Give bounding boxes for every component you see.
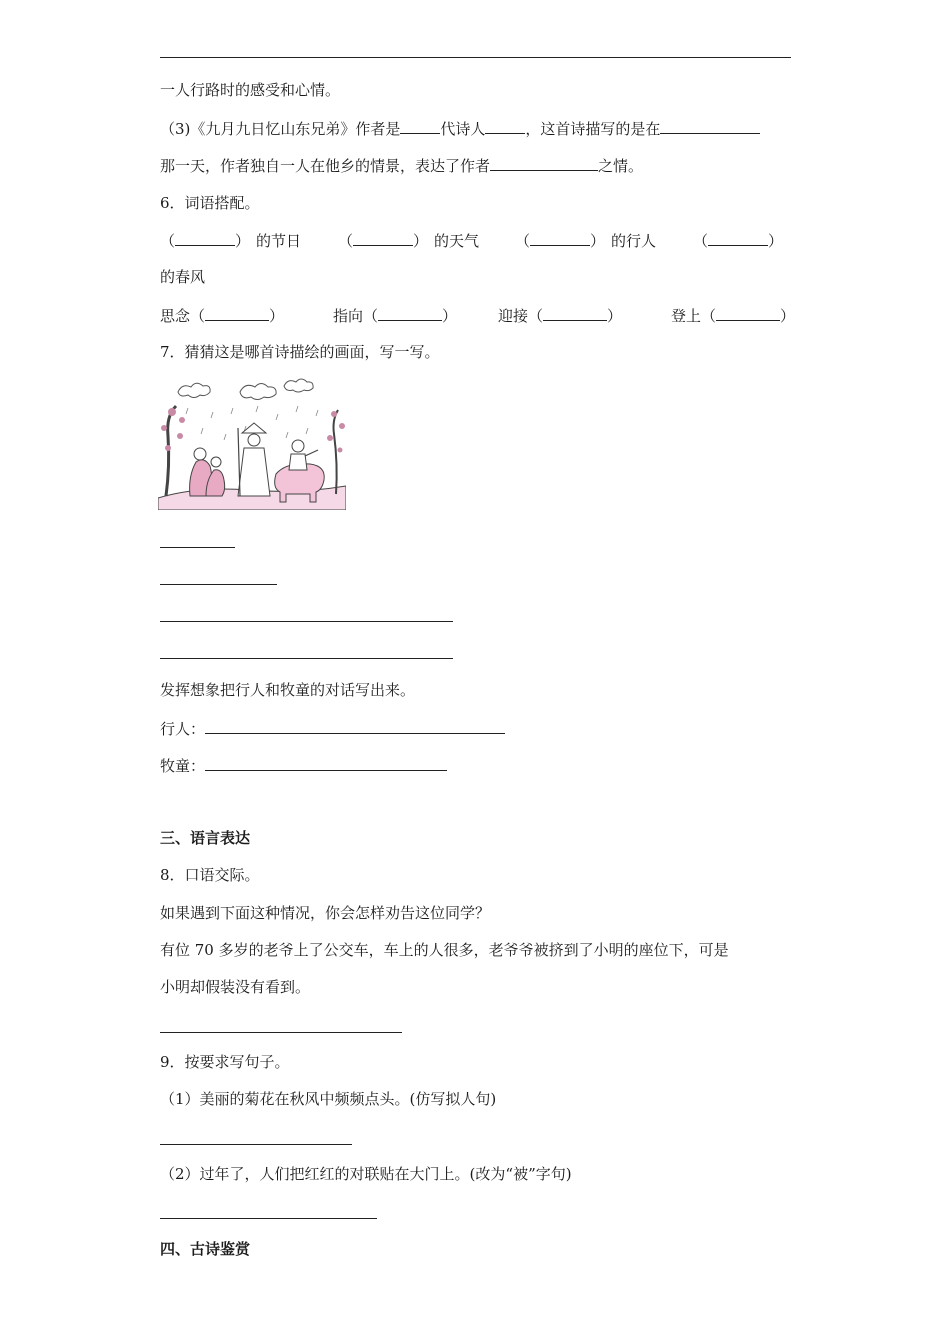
traveler-label: 行人： <box>160 720 206 738</box>
q6-blank[interactable] <box>175 230 235 246</box>
q8-prompt: 如果遇到下面这种情况，你会怎样劝告这位同学？ <box>160 904 491 922</box>
answer-line-author[interactable] <box>160 584 277 585</box>
q6-title: 6．词语搭配。 <box>160 194 260 212</box>
q6-row2-item4: 登上（ ） <box>671 307 796 325</box>
cowherd-line <box>160 755 447 776</box>
answer-line-verse-2[interactable] <box>160 658 453 659</box>
q5-part3 <box>160 118 760 139</box>
q9-item2: （2）过年了，人们把红红的对联贴在大门上。(改为“被”字句) <box>160 1165 572 1183</box>
traveler-answer[interactable] <box>205 718 505 734</box>
q5-part3-b: 代诗人 <box>440 120 486 138</box>
q6-row1-item2: （ ） 的天气 <box>338 232 480 250</box>
q9-item2-answer-line[interactable] <box>160 1218 377 1219</box>
q6-row1-item1: （ ） 的节日 <box>160 232 302 250</box>
header-rule <box>160 57 791 58</box>
answer-line-verse-1[interactable] <box>160 621 453 622</box>
q6-row1-item3: （ ） 的行人 <box>515 232 657 250</box>
q5-line1: 一人行路时的感受和心情。 <box>160 81 341 99</box>
q6-row1-item4: （ ） <box>693 232 784 250</box>
dynasty-blank[interactable] <box>400 118 440 134</box>
q8-scenario-2: 小明却假装没有看到。 <box>160 978 311 996</box>
q6-row2-item3: 迎接（ ） <box>498 307 623 325</box>
section4-title: 四、古诗鉴赏 <box>160 1240 251 1258</box>
q6-row1-wrap: 的春风 <box>160 268 206 286</box>
q9-item1: （1）美丽的菊花在秋风中频频点头。(仿写拟人句) <box>160 1090 497 1108</box>
q5-part3-d: 那一天，作者独自一人在他乡的情景，表达了作者 <box>160 157 491 175</box>
q9-title: 9．按要求写句子。 <box>160 1053 290 1071</box>
q6-blank[interactable] <box>530 230 590 246</box>
q5-part3-e: 之情。 <box>598 157 644 175</box>
q6-row2-item2: 指向（ ） <box>333 307 458 325</box>
cowherd-label: 牧童： <box>160 757 206 775</box>
q6-blank[interactable] <box>378 305 442 321</box>
emotion-blank[interactable] <box>490 155 598 171</box>
q6-blank[interactable] <box>716 305 780 321</box>
date-blank[interactable] <box>660 118 760 134</box>
q6-blank[interactable] <box>708 230 768 246</box>
q6-row2-item1: 思念（ ） <box>160 307 285 325</box>
q5-part3-line2 <box>160 155 643 176</box>
q6-blank[interactable] <box>543 305 607 321</box>
q6-blank[interactable] <box>353 230 413 246</box>
rainy-qingming-scene-illustration <box>158 378 346 510</box>
q5-part3-a: （3)《九月九日忆山东兄弟》作者是 <box>160 120 401 138</box>
q7-title: 7．猜猜这是哪首诗描绘的画面，写一写。 <box>160 343 440 361</box>
q8-answer-line[interactable] <box>160 1032 402 1033</box>
section3-title: 三、语言表达 <box>160 829 251 847</box>
traveler-line <box>160 718 505 739</box>
answer-line-poem-title[interactable] <box>160 547 235 548</box>
q7-dialog-prompt: 发挥想象把行人和牧童的对话写出来。 <box>160 681 416 699</box>
poet-blank[interactable] <box>485 118 525 134</box>
cowherd-answer[interactable] <box>205 755 447 771</box>
q5-part3-c: ，这首诗描写的是在 <box>525 120 661 138</box>
q8-title: 8．口语交际。 <box>160 866 260 884</box>
q9-item1-answer-line[interactable] <box>160 1144 352 1145</box>
q6-blank[interactable] <box>205 305 269 321</box>
q8-scenario-1: 有位 70 多岁的老爷上了公交车，车上的人很多，老爷爷被挤到了小明的座位下，可是 <box>160 941 729 959</box>
